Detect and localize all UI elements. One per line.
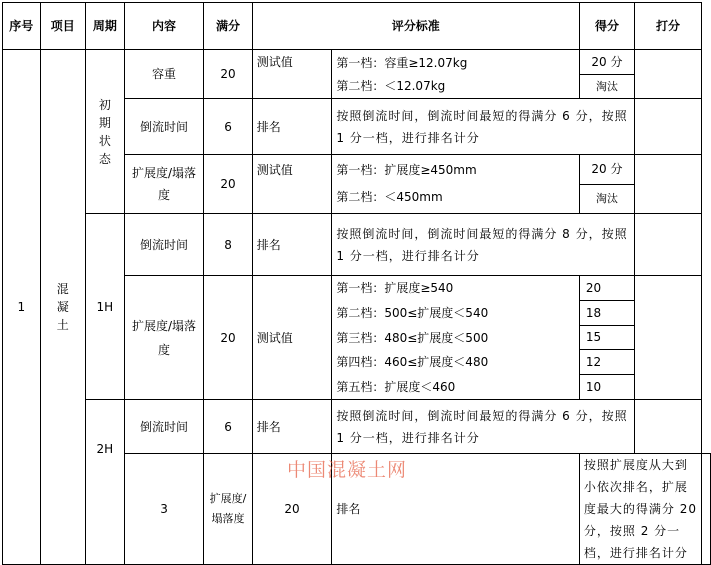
score-cell — [579, 276, 634, 400]
score-value: 12 — [580, 350, 634, 375]
full-cell: 6 — [204, 99, 252, 155]
score-cell — [579, 50, 634, 99]
rate-cell[interactable] — [635, 276, 702, 400]
score-value: 10 — [585, 380, 602, 394]
watermark: 中国混凝土网 — [287, 459, 408, 481]
header-period: 周期 — [86, 3, 125, 50]
header-content: 内容 — [124, 3, 204, 50]
period-1h-cell: 1H — [86, 214, 125, 400]
criteria-cell: 按照倒流时间，倒流时间最短的得满分 8 分，按照 1 分一档，进行排名计分 — [332, 214, 635, 276]
content-cell: 扩展度/塌落度 — [124, 276, 204, 400]
score-cell — [579, 155, 634, 214]
rate-cell[interactable] — [635, 99, 702, 155]
header-criteria: 评分标准 — [252, 3, 579, 50]
header-full: 满分 — [204, 3, 252, 50]
table-row — [3, 214, 711, 276]
full-cell: 6 — [204, 400, 252, 454]
full-cell: 20 — [252, 454, 332, 565]
score-value: 20 分 — [580, 50, 634, 75]
criteria-cell — [332, 50, 580, 99]
rate-cell[interactable] — [635, 214, 702, 276]
content-cell: 容重 — [124, 50, 204, 99]
criteria-line: 第四档：460≤扩展度＜480 — [336, 355, 489, 369]
table-row — [3, 400, 711, 454]
rate-cell[interactable] — [635, 400, 702, 454]
criteria-line: 第三档：480≤扩展度＜500 — [336, 331, 489, 345]
header-score: 得分 — [579, 3, 634, 50]
method-cell: 测试值 — [252, 276, 332, 400]
content-cell: 倒流时间 — [124, 400, 204, 454]
header-rate: 打分 — [635, 3, 702, 50]
content-cell: 倒流时间 — [124, 99, 204, 155]
method-cell: 排名 — [252, 400, 332, 454]
score-value: 淘汰 — [595, 80, 618, 93]
method-cell: 测试值 — [252, 155, 332, 214]
method-cell: 排名 — [252, 99, 332, 155]
item-cell — [40, 50, 85, 565]
content-cell: 倒流时间 — [124, 214, 204, 276]
seq-cell: 3 — [124, 454, 204, 565]
criteria-cell: 按照倒流时间，倒流时间最短的得满分 6 分，按照 1 分一档，进行排名计分 — [332, 99, 635, 155]
criteria-cell — [332, 276, 580, 400]
item-label: 混凝土 — [56, 282, 69, 332]
period-initial-label: 初期状态 — [98, 97, 111, 166]
period-initial-cell — [86, 50, 125, 214]
method-cell: 排名 — [332, 454, 580, 565]
rate-cell[interactable] — [635, 50, 702, 99]
header-item: 项目 — [40, 3, 85, 50]
rate-cell[interactable] — [702, 454, 711, 565]
table-row — [3, 50, 711, 99]
score-value: 20 分 — [580, 155, 634, 185]
criteria-line: 第二档：＜12.07kg — [336, 78, 446, 93]
seq-cell: 1 — [3, 50, 41, 565]
score-value: 20 — [580, 276, 634, 301]
criteria-line: 第二档：500≤扩展度＜540 — [336, 306, 489, 320]
criteria-line: 第一档：容重≥12.07kg — [336, 55, 468, 70]
content-cell: 扩展度/塌落度 — [204, 454, 252, 565]
criteria-line: 第二档：＜450mm — [336, 189, 443, 204]
full-cell: 8 — [204, 214, 252, 276]
criteria-line: 第一档：扩展度≥540 — [336, 281, 454, 295]
method-cell: 测试值 — [252, 50, 332, 99]
full-cell: 20 — [204, 155, 252, 214]
header-row — [3, 3, 711, 50]
period-2h-label: 2H — [96, 442, 114, 456]
criteria-line: 第一档：扩展度≥450mm — [336, 162, 477, 177]
criteria-cell: 按照倒流时间，倒流时间最短的得满分 6 分，按照 1 分一档，进行排名计分 — [332, 400, 635, 454]
score-value: 淘汰 — [595, 192, 618, 205]
header-seq: 序号 — [3, 3, 41, 50]
content-cell: 扩展度/塌落度 — [124, 155, 204, 214]
method-cell: 排名 — [252, 214, 332, 276]
criteria-cell — [332, 155, 580, 214]
criteria-line: 第五档：扩展度＜460 — [336, 380, 456, 394]
full-cell: 20 — [204, 276, 252, 400]
full-cell: 20 — [204, 50, 252, 99]
criteria-cell: 按照扩展度从大到小依次排名，扩展度最大的得满分 20 分，按照 2 分一档，进行排名计分 — [579, 454, 701, 565]
score-value: 15 — [580, 326, 634, 350]
period-2h-cell — [86, 400, 125, 565]
score-value: 18 — [580, 301, 634, 326]
rate-cell[interactable] — [635, 155, 702, 214]
